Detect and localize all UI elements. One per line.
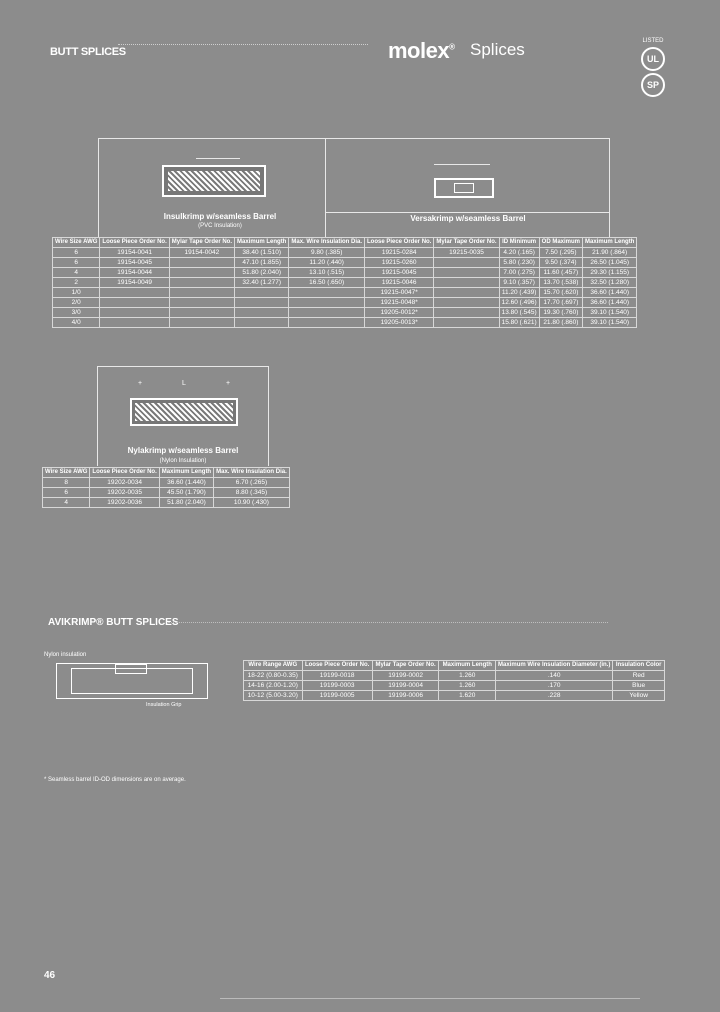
avi-col-length: Maximum Length	[439, 661, 496, 671]
table-cell: 19199-0005	[302, 691, 372, 701]
footer-rule	[220, 998, 640, 999]
table-cell: 19199-0006	[372, 691, 439, 701]
col-versa-od: OD Maximum	[539, 238, 582, 248]
insulation-grip-label: Insulation Grip	[146, 702, 182, 708]
table-cell: 39.10 (1.540)	[583, 318, 637, 328]
insulkrimp-subtitle: (PVC Insulation)	[198, 223, 242, 229]
table-cell: 1/0	[53, 288, 100, 298]
table-cell: 51.80 (2.040)	[159, 498, 213, 508]
table-cell	[100, 308, 169, 318]
table-cell	[169, 298, 234, 308]
table-cell: 19215-0047*	[365, 288, 434, 298]
table-row	[244, 691, 665, 701]
panel-border-left	[98, 138, 99, 238]
table-row	[43, 498, 290, 508]
table-row	[53, 248, 637, 258]
table-cell: 6	[53, 258, 100, 268]
table-cell: 18-22 (0.80-0.35)	[244, 671, 303, 681]
avikrimp-section-title: AVIKRIMP® BUTT SPLICES	[48, 617, 179, 628]
table-cell: 14-16 (2.00-1.20)	[244, 681, 303, 691]
avi-col-dia: Maximum Wire Insulation Diameter (in.)	[496, 661, 613, 671]
nyla-col-dia: Max. Wire Insulation Dia.	[214, 468, 290, 478]
avi-col-wire-range: Wire Range AWG	[244, 661, 303, 671]
versakrimp-splice-image	[434, 178, 494, 198]
table-cell: 19202-0034	[90, 478, 159, 488]
table-cell: .228	[496, 691, 613, 701]
brand-logo: molex®	[388, 38, 455, 63]
avikrimp-table	[243, 660, 665, 701]
table-cell: 19154-0042	[169, 248, 234, 258]
table-cell: 19205-0012*	[365, 308, 434, 318]
table-cell: .140	[496, 671, 613, 681]
table-cell: 19.30 (.760)	[539, 308, 582, 318]
table-cell: 19199-0018	[302, 671, 372, 681]
col-insul-mylar: Mylar Tape Order No.	[169, 238, 234, 248]
table-cell	[434, 308, 499, 318]
table-cell: 29.30 (1.155)	[583, 268, 637, 278]
table-cell: 17.70 (.697)	[539, 298, 582, 308]
table-cell: 11.60 (.457)	[539, 268, 582, 278]
col-versa-loose: Loose Piece Order No.	[365, 238, 434, 248]
table-cell: 6.70 (.265)	[214, 478, 290, 488]
table-cell: 19199-0002	[372, 671, 439, 681]
table-row	[244, 671, 665, 681]
table-cell: 9.50 (.374)	[539, 258, 582, 268]
table-cell: 4	[53, 268, 100, 278]
versakrimp-dim-line	[434, 164, 490, 165]
table-cell: 1.260	[439, 671, 496, 681]
table-cell: Red	[613, 671, 665, 681]
table-cell: Blue	[613, 681, 665, 691]
avi-col-mylar: Mylar Tape Order No.	[372, 661, 439, 671]
nyla-dim-label: + L +	[137, 380, 231, 387]
nylakrimp-title: Nylakrimp w/seamless Barrel	[127, 446, 239, 455]
table-cell: 19154-0049	[100, 278, 169, 288]
table-cell	[434, 278, 499, 288]
table-cell	[289, 318, 365, 328]
versakrimp-title-rule	[326, 212, 610, 213]
table-cell: 7.50 (.295)	[539, 248, 582, 258]
col-versa-id: ID Minimum	[499, 238, 539, 248]
table-cell	[235, 298, 289, 308]
table-cell: 21.80 (.860)	[539, 318, 582, 328]
nylakrimp-splice-image	[130, 398, 238, 426]
table-cell	[235, 318, 289, 328]
listed-label: LISTED	[642, 38, 664, 44]
table-row	[53, 318, 637, 328]
nylakrimp-table	[42, 467, 290, 508]
versakrimp-title: Versakrimp w/seamless Barrel	[410, 214, 526, 223]
table-cell	[289, 298, 365, 308]
table-cell: 36.60 (1.440)	[583, 298, 637, 308]
col-insul-loose: Loose Piece Order No.	[100, 238, 169, 248]
table-cell: 4	[43, 498, 90, 508]
insulkrimp-title: Insulkrimp w/seamless Barrel	[163, 212, 277, 221]
table-cell: 10-12 (5.00-3.20)	[244, 691, 303, 701]
table-cell: 13.70 (.538)	[539, 278, 582, 288]
table-cell: 19154-0045	[100, 258, 169, 268]
nylakrimp-subtitle: (Nylon Insulation)	[159, 458, 207, 464]
table-cell: 32.50 (1.280)	[583, 278, 637, 288]
panel-divider	[325, 138, 326, 238]
insulkrimp-splice-image	[162, 165, 266, 197]
table-cell	[169, 288, 234, 298]
table-cell: 19215-0045	[365, 268, 434, 278]
table-cell: 16.50 (.650)	[289, 278, 365, 288]
table-cell: 8.80 (.345)	[214, 488, 290, 498]
table-cell	[434, 288, 499, 298]
nyla-col-wire-size: Wire Size AWG	[43, 468, 90, 478]
table-cell: 19154-0041	[100, 248, 169, 258]
table-cell: 10.90 (.430)	[214, 498, 290, 508]
table-cell	[169, 258, 234, 268]
table-cell	[235, 308, 289, 318]
table-cell: 19199-0004	[372, 681, 439, 691]
nyla-col-loose: Loose Piece Order No.	[90, 468, 159, 478]
csa-icon: SP	[641, 73, 665, 97]
nyla-panel-top	[97, 366, 269, 367]
table-cell: 19199-0003	[302, 681, 372, 691]
table-cell: 32.40 (1.277)	[235, 278, 289, 288]
table-cell: 15.80 (.621)	[499, 318, 539, 328]
table-cell	[169, 318, 234, 328]
certification-marks	[636, 38, 670, 99]
table-row	[53, 258, 637, 268]
table-row	[53, 268, 637, 278]
table-row	[53, 298, 637, 308]
table-cell: 15.70 (.620)	[539, 288, 582, 298]
table-cell: 11.20 (.440)	[289, 258, 365, 268]
table-row	[244, 681, 665, 691]
table-cell: 38.40 (1.510)	[235, 248, 289, 258]
section-title: BUTT SPLICES	[50, 46, 126, 58]
page-number: 46	[44, 970, 56, 981]
col-versa-mylar: Mylar Tape Order No.	[434, 238, 499, 248]
table-cell	[100, 298, 169, 308]
table-cell: 36.60 (1.440)	[583, 288, 637, 298]
table-cell: 3/0	[53, 308, 100, 318]
avi-col-color: Insulation Color	[613, 661, 665, 671]
table-cell: 19215-0035	[434, 248, 499, 258]
col-insul-length: Maximum Length	[235, 238, 289, 248]
table-cell: 8	[43, 478, 90, 488]
table-cell: 2/0	[53, 298, 100, 308]
nyla-panel-right	[268, 366, 269, 466]
table-cell: 39.10 (1.540)	[583, 308, 637, 318]
table-cell: 1.260	[439, 681, 496, 691]
avi-col-loose: Loose Piece Order No.	[302, 661, 372, 671]
table-row	[43, 488, 290, 498]
nyla-col-length: Maximum Length	[159, 468, 213, 478]
table-cell: 19202-0035	[90, 488, 159, 498]
table-cell: 21.90 (.864)	[583, 248, 637, 258]
avikrimp-divider	[168, 622, 608, 623]
table-cell	[434, 298, 499, 308]
table-row	[53, 278, 637, 288]
table-cell	[289, 308, 365, 318]
table-cell	[169, 278, 234, 288]
header-divider	[118, 44, 368, 45]
table-cell: 19215-0284	[365, 248, 434, 258]
table-cell: 19215-0260	[365, 258, 434, 268]
col-versa-length: Maximum Length	[583, 238, 637, 248]
butt-splice-table	[52, 237, 637, 328]
table-cell: 5.80 (.230)	[499, 258, 539, 268]
table-cell	[235, 288, 289, 298]
table-cell: 51.80 (2.040)	[235, 268, 289, 278]
table-cell: 9.10 (.357)	[499, 278, 539, 288]
table-cell: 6	[43, 488, 90, 498]
table-cell: Yellow	[613, 691, 665, 701]
table-cell: 26.50 (1.045)	[583, 258, 637, 268]
table-row	[53, 308, 637, 318]
table-cell: 47.10 (1.855)	[235, 258, 289, 268]
panel-border-right	[609, 138, 610, 238]
table-cell: 4/0	[53, 318, 100, 328]
table-cell: 7.00 (.275)	[499, 268, 539, 278]
table-cell	[434, 268, 499, 278]
col-insul-dia: Max. Wire Insulation Dia.	[289, 238, 365, 248]
col-wire-size: Wire Size AWG	[53, 238, 100, 248]
insulkrimp-dim-line	[196, 158, 240, 159]
nylon-insulation-label: Nylon insulation	[44, 652, 87, 658]
table-row	[43, 478, 290, 488]
table-cell: .170	[496, 681, 613, 691]
table-cell: 19205-0013*	[365, 318, 434, 328]
table-cell: 36.60 (1.440)	[159, 478, 213, 488]
table-cell: 2	[53, 278, 100, 288]
table-cell: 19215-0048*	[365, 298, 434, 308]
table-cell	[100, 288, 169, 298]
table-cell: 1.620	[439, 691, 496, 701]
table-cell: 11.20 (.439)	[499, 288, 539, 298]
table-cell	[169, 268, 234, 278]
table-cell: 4.20 (.165)	[499, 248, 539, 258]
table-cell	[434, 318, 499, 328]
table-cell: 6	[53, 248, 100, 258]
table-cell: 9.80 (.385)	[289, 248, 365, 258]
footnote: * Seamless barrel ID-OD dimensions are on average.	[44, 777, 186, 783]
table-cell	[434, 258, 499, 268]
panel-border-top	[98, 138, 610, 139]
table-cell	[169, 308, 234, 318]
avikrimp-splice-image	[56, 663, 208, 699]
table-cell	[289, 288, 365, 298]
table-cell: 13.80 (.545)	[499, 308, 539, 318]
table-cell	[100, 318, 169, 328]
table-header-row	[53, 238, 637, 248]
table-cell: 13.10 (.515)	[289, 268, 365, 278]
table-cell: 12.60 (.496)	[499, 298, 539, 308]
table-cell: 45.50 (1.790)	[159, 488, 213, 498]
table-cell: 19215-0046	[365, 278, 434, 288]
table-cell: 19202-0036	[90, 498, 159, 508]
table-row	[53, 288, 637, 298]
page-title: Splices	[470, 40, 525, 59]
table-cell: 19154-0044	[100, 268, 169, 278]
ul-icon: UL	[641, 47, 665, 71]
